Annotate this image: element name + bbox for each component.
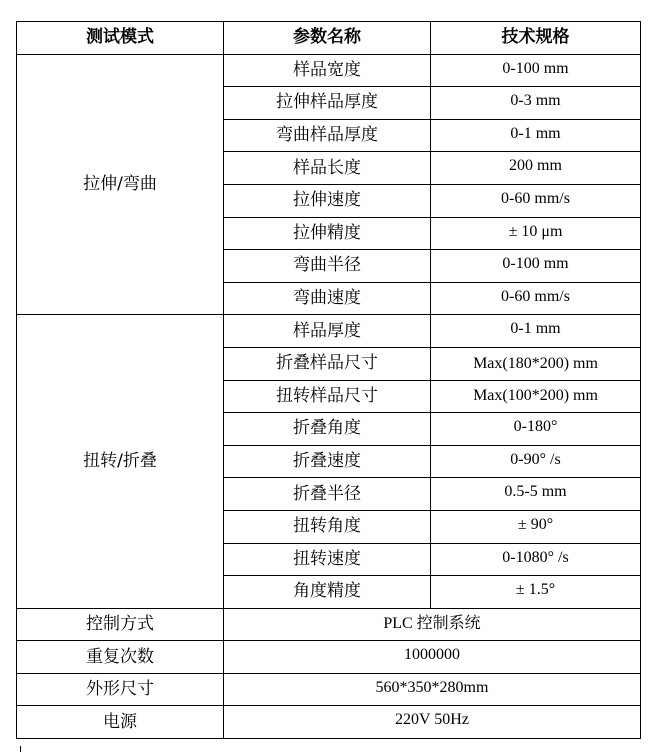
param-name: 折叠角度 bbox=[224, 413, 431, 446]
param-spec: 0-180° bbox=[431, 413, 641, 446]
param-spec: 0-90° /s bbox=[431, 445, 641, 478]
footer-label: 外形尺寸 bbox=[17, 673, 224, 706]
param-name: 拉伸精度 bbox=[224, 217, 431, 250]
footer-label: 重复次数 bbox=[17, 641, 224, 674]
footer-value: 1000000 bbox=[224, 641, 641, 674]
param-name: 折叠样品尺寸 bbox=[224, 347, 431, 380]
header-specification: 技术规格 bbox=[431, 22, 641, 55]
param-spec: 0-100 mm bbox=[431, 54, 641, 87]
param-name: 弯曲样品厚度 bbox=[224, 119, 431, 152]
table-row bbox=[17, 641, 641, 674]
table-row bbox=[17, 54, 641, 87]
param-spec: ± 90° bbox=[431, 510, 641, 543]
param-spec: 0.5-5 mm bbox=[431, 478, 641, 511]
param-name: 样品长度 bbox=[224, 152, 431, 185]
footer-label: 控制方式 bbox=[17, 608, 224, 641]
param-spec: ± 10 μm bbox=[431, 217, 641, 250]
header-test-mode: 测试模式 bbox=[17, 22, 224, 55]
param-spec: 0-1080° /s bbox=[431, 543, 641, 576]
table-row bbox=[17, 706, 641, 739]
param-name: 拉伸样品厚度 bbox=[224, 87, 431, 120]
mode-cell: 拉伸/弯曲 bbox=[17, 54, 224, 315]
param-spec: 0-1 mm bbox=[431, 315, 641, 348]
table-row bbox=[17, 673, 641, 706]
param-spec: 200 mm bbox=[431, 152, 641, 185]
param-name: 扭转速度 bbox=[224, 543, 431, 576]
param-spec: 0-100 mm bbox=[431, 250, 641, 283]
param-spec: 0-1 mm bbox=[431, 119, 641, 152]
param-spec: 0-60 mm/s bbox=[431, 282, 641, 315]
param-spec: 0-60 mm/s bbox=[431, 184, 641, 217]
param-name: 样品宽度 bbox=[224, 54, 431, 87]
param-spec: ± 1.5° bbox=[431, 576, 641, 609]
param-name: 扭转角度 bbox=[224, 510, 431, 543]
mode-cell: 扭转/折叠 bbox=[17, 315, 224, 608]
param-spec: Max(180*200) mm bbox=[431, 347, 641, 380]
param-spec: Max(100*200) mm bbox=[431, 380, 641, 413]
spec-table bbox=[16, 21, 641, 739]
footer-label: 电源 bbox=[17, 706, 224, 739]
param-name: 样品厚度 bbox=[224, 315, 431, 348]
param-spec: 0-3 mm bbox=[431, 87, 641, 120]
header-row bbox=[17, 22, 641, 55]
footer-value: 220V 50Hz bbox=[224, 706, 641, 739]
table-row bbox=[17, 608, 641, 641]
footer-value: PLC 控制系统 bbox=[224, 608, 641, 641]
param-name: 扭转样品尺寸 bbox=[224, 380, 431, 413]
table-row bbox=[17, 315, 641, 348]
text-cursor bbox=[20, 746, 21, 752]
footer-value: 560*350*280mm bbox=[224, 673, 641, 706]
param-name: 折叠半径 bbox=[224, 478, 431, 511]
param-name: 折叠速度 bbox=[224, 445, 431, 478]
param-name: 弯曲速度 bbox=[224, 282, 431, 315]
header-parameter-name: 参数名称 bbox=[224, 22, 431, 55]
param-name: 拉伸速度 bbox=[224, 184, 431, 217]
param-name: 弯曲半径 bbox=[224, 250, 431, 283]
param-name: 角度精度 bbox=[224, 576, 431, 609]
